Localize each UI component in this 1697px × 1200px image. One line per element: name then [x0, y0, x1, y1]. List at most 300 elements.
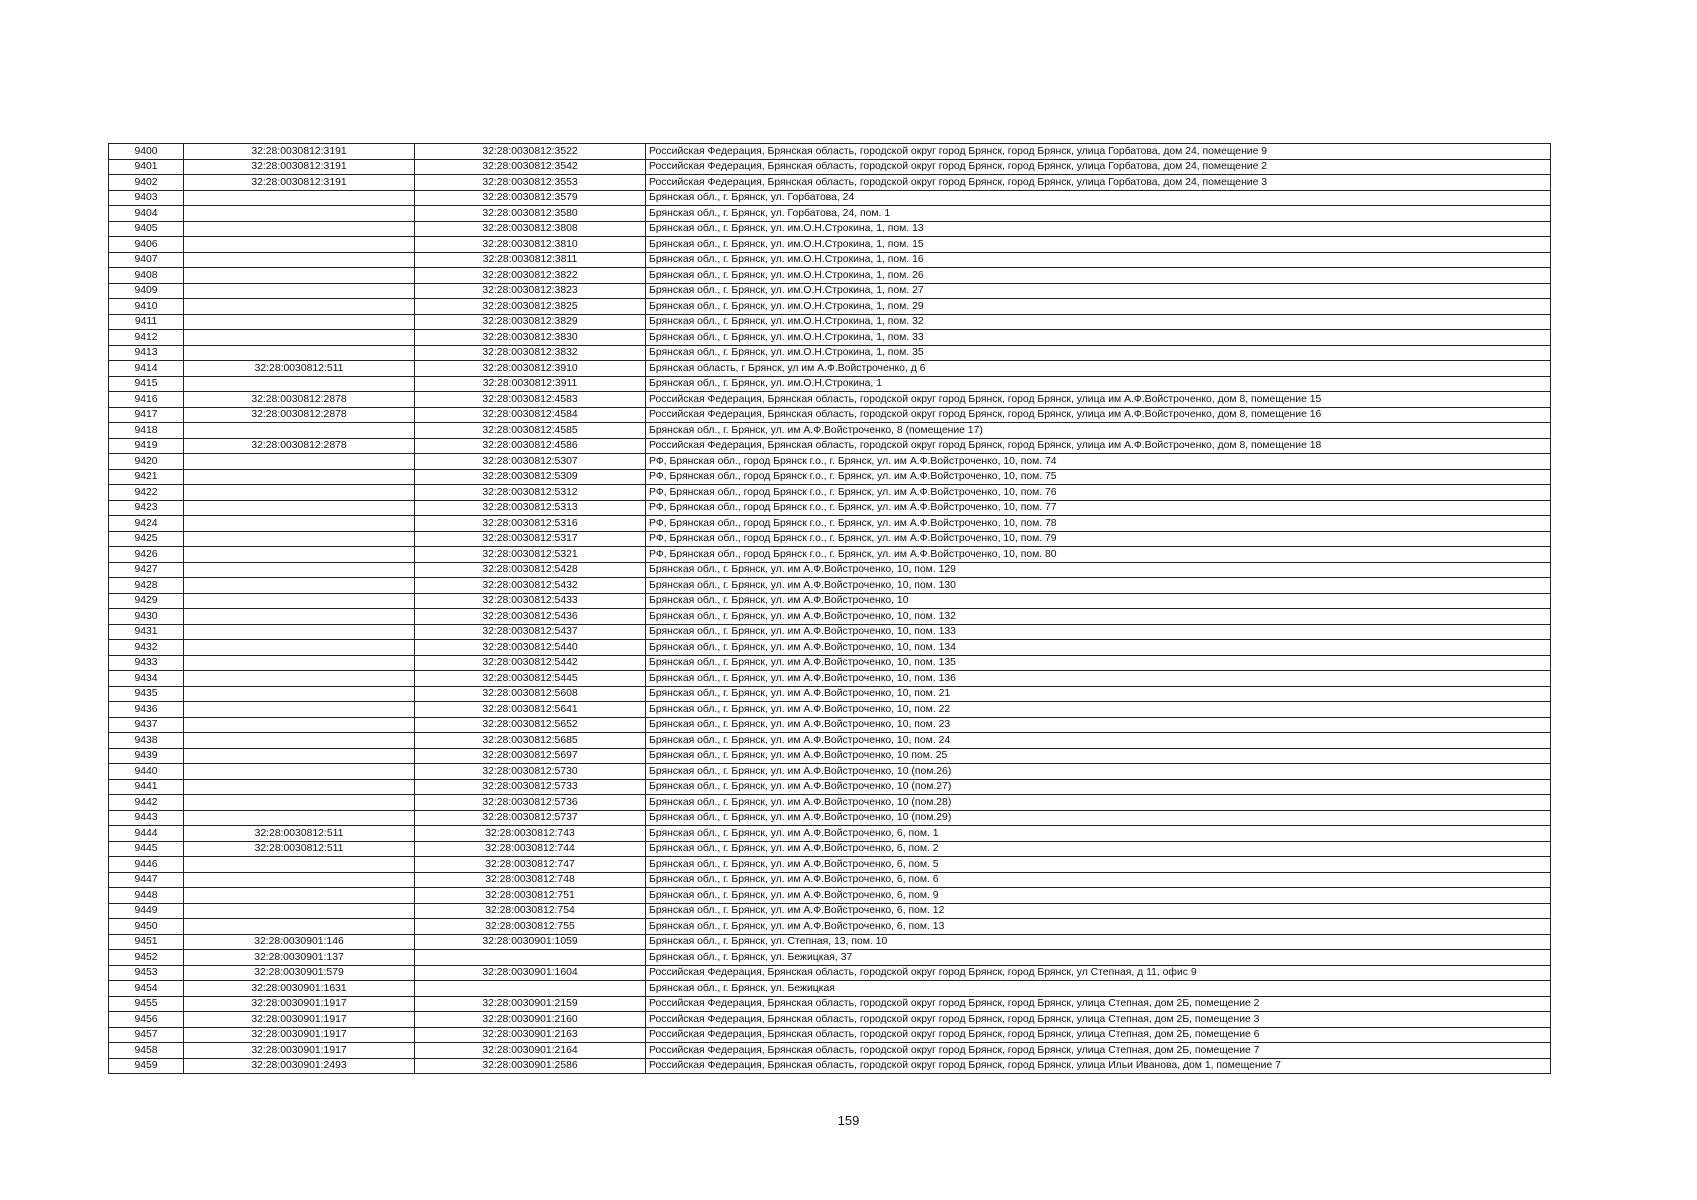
parent-cadastral-number-cell [184, 810, 415, 826]
table-row [109, 252, 1551, 268]
registry-table [108, 143, 1551, 1074]
cadastral-number-cell: 32:28:0030812:744 [415, 841, 646, 857]
table-row [109, 175, 1551, 191]
address-cell: Брянская обл., г. Брянск, ул. Бежицкая, 37 [646, 950, 1551, 966]
table-row [109, 469, 1551, 485]
address-cell: Брянская обл., г. Брянск, ул. им А.Ф.Войстроченко, 6, пом. 6 [646, 872, 1551, 888]
address-cell: Российская Федерация, Брянская область, городской округ город Брянск, город Брянск, улица им А.Ф.Войстроченко, дом 8, помещение 18 [646, 438, 1551, 454]
row-number-cell: 9436 [109, 702, 184, 718]
parent-cadastral-number-cell [184, 268, 415, 284]
row-number-cell: 9442 [109, 795, 184, 811]
parent-cadastral-number-cell [184, 671, 415, 687]
row-number-cell: 9423 [109, 500, 184, 516]
row-number-cell: 9404 [109, 206, 184, 222]
parent-cadastral-number-cell: 32:28:0030812:2878 [184, 438, 415, 454]
parent-cadastral-number-cell [184, 562, 415, 578]
row-number-cell: 9443 [109, 810, 184, 826]
cadastral-number-cell [415, 981, 646, 997]
address-cell: Российская Федерация, Брянская область, городской округ город Брянск, город Брянск, улица Степная, дом 2Б, помещение 2 [646, 996, 1551, 1012]
address-cell: РФ, Брянская обл., город Брянск г.о., г. Брянск, ул. им А.Ф.Войстроченко, 10, пом. 75 [646, 469, 1551, 485]
cadastral-number-cell: 32:28:0030812:3811 [415, 252, 646, 268]
row-number-cell: 9456 [109, 1012, 184, 1028]
table-row [109, 826, 1551, 842]
cadastral-number-cell: 32:28:0030812:3542 [415, 159, 646, 175]
table-row [109, 268, 1551, 284]
row-number-cell: 9418 [109, 423, 184, 439]
address-cell: Брянская обл., г. Брянск, ул. Бежицкая [646, 981, 1551, 997]
row-number-cell: 9446 [109, 857, 184, 873]
address-cell: Брянская обл., г. Брянск, ул. им А.Ф.Войстроченко, 10, пом. 24 [646, 733, 1551, 749]
table-row [109, 609, 1551, 625]
registry-table-body [109, 144, 1551, 1074]
table-row [109, 950, 1551, 966]
address-cell: Брянская обл., г. Брянск, ул. им А.Ф.Войстроченко, 10 (пом.28) [646, 795, 1551, 811]
address-cell: Российская Федерация, Брянская область, городской округ город Брянск, город Брянск, улица Горбатова, дом 24, помещение 3 [646, 175, 1551, 191]
row-number-cell: 9445 [109, 841, 184, 857]
row-number-cell: 9419 [109, 438, 184, 454]
table-row [109, 1027, 1551, 1043]
row-number-cell: 9407 [109, 252, 184, 268]
address-cell: РФ, Брянская обл., город Брянск г.о., г. Брянск, ул. им А.Ф.Войстроченко, 10, пом. 77 [646, 500, 1551, 516]
parent-cadastral-number-cell [184, 330, 415, 346]
table-row [109, 221, 1551, 237]
row-number-cell: 9455 [109, 996, 184, 1012]
address-cell: Брянская обл., г. Брянск, ул. им А.Ф.Войстроченко, 8 (помещение 17) [646, 423, 1551, 439]
address-cell: Брянская обл., г. Брянск, ул. им.О.Н.Строкина, 1, пом. 16 [646, 252, 1551, 268]
table-row [109, 593, 1551, 609]
address-cell: Брянская обл., г. Брянск, ул. им.О.Н.Строкина, 1, пом. 26 [646, 268, 1551, 284]
cadastral-number-cell: 32:28:0030812:743 [415, 826, 646, 842]
table-row [109, 314, 1551, 330]
address-cell: Брянская обл., г. Брянск, ул. им А.Ф.Войстроченко, 10, пом. 21 [646, 686, 1551, 702]
row-number-cell: 9421 [109, 469, 184, 485]
address-cell: Российская Федерация, Брянская область, городской округ город Брянск, город Брянск, улица Степная, дом 2Б, помещение 6 [646, 1027, 1551, 1043]
table-row [109, 888, 1551, 904]
cadastral-number-cell: 32:28:0030901:2163 [415, 1027, 646, 1043]
row-number-cell: 9415 [109, 376, 184, 392]
table-row [109, 733, 1551, 749]
address-cell: Российская Федерация, Брянская область, городской округ город Брянск, город Брянск, ул Степная, д 11, офис 9 [646, 965, 1551, 981]
table-row [109, 981, 1551, 997]
cadastral-number-cell: 32:28:0030812:3910 [415, 361, 646, 377]
cadastral-number-cell: 32:28:0030812:5736 [415, 795, 646, 811]
parent-cadastral-number-cell: 32:28:0030901:1631 [184, 981, 415, 997]
cadastral-number-cell: 32:28:0030812:5442 [415, 655, 646, 671]
address-cell: Брянская обл., г. Брянск, ул. им А.Ф.Войстроченко, 6, пом. 9 [646, 888, 1551, 904]
parent-cadastral-number-cell [184, 516, 415, 532]
parent-cadastral-number-cell [184, 500, 415, 516]
row-number-cell: 9457 [109, 1027, 184, 1043]
address-cell: Брянская обл., г. Брянск, ул. им А.Ф.Войстроченко, 10, пом. 135 [646, 655, 1551, 671]
address-cell: Брянская обл., г. Брянск, ул. им А.Ф.Войстроченко, 10, пом. 129 [646, 562, 1551, 578]
address-cell: Российская Федерация, Брянская область, городской округ город Брянск, город Брянск, улица Степная, дом 2Б, помещение 3 [646, 1012, 1551, 1028]
table-row [109, 640, 1551, 656]
parent-cadastral-number-cell [184, 423, 415, 439]
table-row [109, 330, 1551, 346]
row-number-cell: 9412 [109, 330, 184, 346]
table-row [109, 516, 1551, 532]
parent-cadastral-number-cell: 32:28:0030901:146 [184, 934, 415, 950]
parent-cadastral-number-cell: 32:28:0030901:1917 [184, 996, 415, 1012]
row-number-cell: 9444 [109, 826, 184, 842]
parent-cadastral-number-cell [184, 888, 415, 904]
parent-cadastral-number-cell [184, 593, 415, 609]
address-cell: Брянская обл., г. Брянск, ул. им А.Ф.Войстроченко, 10 пом. 25 [646, 748, 1551, 764]
row-number-cell: 9413 [109, 345, 184, 361]
table-row [109, 1043, 1551, 1059]
row-number-cell: 9402 [109, 175, 184, 191]
table-row [109, 144, 1551, 160]
parent-cadastral-number-cell [184, 872, 415, 888]
cadastral-number-cell: 32:28:0030812:4586 [415, 438, 646, 454]
cadastral-number-cell: 32:28:0030812:3829 [415, 314, 646, 330]
row-number-cell: 9424 [109, 516, 184, 532]
row-number-cell: 9401 [109, 159, 184, 175]
address-cell: Брянская обл., г. Брянск, ул. им.О.Н.Строкина, 1, пом. 27 [646, 283, 1551, 299]
cadastral-number-cell: 32:28:0030901:2586 [415, 1058, 646, 1074]
parent-cadastral-number-cell [184, 221, 415, 237]
cadastral-number-cell: 32:28:0030812:5608 [415, 686, 646, 702]
cadastral-number-cell: 32:28:0030812:4584 [415, 407, 646, 423]
address-cell: Брянская обл., г. Брянск, ул. им А.Ф.Войстроченко, 10, пом. 136 [646, 671, 1551, 687]
row-number-cell: 9417 [109, 407, 184, 423]
cadastral-number-cell: 32:28:0030812:4583 [415, 392, 646, 408]
table-row [109, 841, 1551, 857]
table-row [109, 764, 1551, 780]
cadastral-number-cell: 32:28:0030901:2160 [415, 1012, 646, 1028]
row-number-cell: 9441 [109, 779, 184, 795]
table-row [109, 934, 1551, 950]
address-cell: Брянская обл., г. Брянск, ул. им А.Ф.Войстроченко, 10, пом. 132 [646, 609, 1551, 625]
address-cell: Брянская обл., г. Брянск, ул. им А.Ф.Войстроченко, 10, пом. 22 [646, 702, 1551, 718]
table-row [109, 438, 1551, 454]
parent-cadastral-number-cell [184, 903, 415, 919]
row-number-cell: 9422 [109, 485, 184, 501]
table-row [109, 159, 1551, 175]
table-row [109, 423, 1551, 439]
parent-cadastral-number-cell [184, 578, 415, 594]
cadastral-number-cell: 32:28:0030812:5445 [415, 671, 646, 687]
parent-cadastral-number-cell [184, 655, 415, 671]
address-cell: РФ, Брянская обл., город Брянск г.о., г. Брянск, ул. им А.Ф.Войстроченко, 10, пом. 74 [646, 454, 1551, 470]
table-row [109, 299, 1551, 315]
table-row [109, 407, 1551, 423]
row-number-cell: 9433 [109, 655, 184, 671]
table-row [109, 190, 1551, 206]
address-cell: Брянская обл., г. Брянск, ул. им А.Ф.Войстроченко, 10 (пом.29) [646, 810, 1551, 826]
cadastral-number-cell: 32:28:0030812:3808 [415, 221, 646, 237]
table-row [109, 624, 1551, 640]
table-row [109, 717, 1551, 733]
cadastral-number-cell: 32:28:0030812:755 [415, 919, 646, 935]
address-cell: Брянская обл., г. Брянск, ул. им.О.Н.Строкина, 1, пом. 13 [646, 221, 1551, 237]
table-row [109, 655, 1551, 671]
address-cell: РФ, Брянская обл., город Брянск г.о., г. Брянск, ул. им А.Ф.Войстроченко, 10, пом. 79 [646, 531, 1551, 547]
row-number-cell: 9411 [109, 314, 184, 330]
cadastral-number-cell: 32:28:0030812:5321 [415, 547, 646, 563]
cadastral-number-cell: 32:28:0030812:5313 [415, 500, 646, 516]
cadastral-number-cell: 32:28:0030812:747 [415, 857, 646, 873]
row-number-cell: 9425 [109, 531, 184, 547]
address-cell: Брянская обл., г. Брянск, ул. им.О.Н.Строкина, 1 [646, 376, 1551, 392]
parent-cadastral-number-cell: 32:28:0030812:2878 [184, 407, 415, 423]
table-row [109, 392, 1551, 408]
table-row [109, 485, 1551, 501]
row-number-cell: 9448 [109, 888, 184, 904]
address-cell: Брянская обл., г. Брянск, ул. им А.Ф.Войстроченко, 10, пом. 130 [646, 578, 1551, 594]
table-row [109, 500, 1551, 516]
table-row [109, 578, 1551, 594]
table-row [109, 376, 1551, 392]
parent-cadastral-number-cell: 32:28:0030812:511 [184, 361, 415, 377]
cadastral-number-cell: 32:28:0030812:5685 [415, 733, 646, 749]
parent-cadastral-number-cell: 32:28:0030901:137 [184, 950, 415, 966]
cadastral-number-cell: 32:28:0030812:5697 [415, 748, 646, 764]
parent-cadastral-number-cell [184, 376, 415, 392]
parent-cadastral-number-cell [184, 206, 415, 222]
parent-cadastral-number-cell: 32:28:0030812:3191 [184, 144, 415, 160]
parent-cadastral-number-cell [184, 299, 415, 315]
cadastral-number-cell: 32:28:0030812:5316 [415, 516, 646, 532]
cadastral-number-cell: 32:28:0030812:5737 [415, 810, 646, 826]
cadastral-number-cell: 32:28:0030901:1059 [415, 934, 646, 950]
cadastral-number-cell: 32:28:0030812:3579 [415, 190, 646, 206]
parent-cadastral-number-cell: 32:28:0030901:1917 [184, 1012, 415, 1028]
row-number-cell: 9440 [109, 764, 184, 780]
parent-cadastral-number-cell [184, 237, 415, 253]
row-number-cell: 9459 [109, 1058, 184, 1074]
address-cell: Брянская обл., г. Брянск, ул. им А.Ф.Войстроченко, 10 (пом.26) [646, 764, 1551, 780]
row-number-cell: 9408 [109, 268, 184, 284]
parent-cadastral-number-cell [184, 190, 415, 206]
address-cell: Брянская обл., г. Брянск, ул. им А.Ф.Войстроченко, 6, пом. 12 [646, 903, 1551, 919]
table-row [109, 795, 1551, 811]
cadastral-number-cell: 32:28:0030812:3832 [415, 345, 646, 361]
address-cell: Брянская обл., г. Брянск, ул. им.О.Н.Строкина, 1, пом. 15 [646, 237, 1551, 253]
parent-cadastral-number-cell [184, 686, 415, 702]
table-row [109, 562, 1551, 578]
address-cell: РФ, Брянская обл., город Брянск г.о., г. Брянск, ул. им А.Ф.Войстроченко, 10, пом. 78 [646, 516, 1551, 532]
row-number-cell: 9438 [109, 733, 184, 749]
row-number-cell: 9406 [109, 237, 184, 253]
parent-cadastral-number-cell [184, 314, 415, 330]
parent-cadastral-number-cell [184, 547, 415, 563]
table-row [109, 345, 1551, 361]
cadastral-number-cell: 32:28:0030901:1604 [415, 965, 646, 981]
parent-cadastral-number-cell [184, 702, 415, 718]
address-cell: Брянская обл., г. Брянск, ул. им.О.Н.Строкина, 1, пом. 29 [646, 299, 1551, 315]
cadastral-number-cell: 32:28:0030901:2164 [415, 1043, 646, 1059]
table-row [109, 919, 1551, 935]
row-number-cell: 9426 [109, 547, 184, 563]
parent-cadastral-number-cell: 32:28:0030901:579 [184, 965, 415, 981]
address-cell: Российская Федерация, Брянская область, городской округ город Брянск, город Брянск, улица Горбатова, дом 24, помещение 9 [646, 144, 1551, 160]
address-cell: Брянская обл., г. Брянск, ул. им А.Ф.Войстроченко, 10, пом. 133 [646, 624, 1551, 640]
cadastral-number-cell: 32:28:0030812:3810 [415, 237, 646, 253]
cadastral-number-cell: 32:28:0030812:3522 [415, 144, 646, 160]
parent-cadastral-number-cell: 32:28:0030812:3191 [184, 159, 415, 175]
cadastral-number-cell: 32:28:0030812:5437 [415, 624, 646, 640]
table-row [109, 283, 1551, 299]
parent-cadastral-number-cell: 32:28:0030812:3191 [184, 175, 415, 191]
row-number-cell: 9437 [109, 717, 184, 733]
row-number-cell: 9434 [109, 671, 184, 687]
cadastral-number-cell: 32:28:0030812:3580 [415, 206, 646, 222]
row-number-cell: 9410 [109, 299, 184, 315]
parent-cadastral-number-cell: 32:28:0030901:1917 [184, 1043, 415, 1059]
row-number-cell: 9416 [109, 392, 184, 408]
address-cell: Брянская обл., г. Брянск, ул. им.О.Н.Строкина, 1, пом. 33 [646, 330, 1551, 346]
row-number-cell: 9458 [109, 1043, 184, 1059]
cadastral-number-cell: 32:28:0030812:754 [415, 903, 646, 919]
parent-cadastral-number-cell [184, 795, 415, 811]
table-row [109, 547, 1551, 563]
cadastral-number-cell: 32:28:0030812:5317 [415, 531, 646, 547]
cadastral-number-cell: 32:28:0030812:3823 [415, 283, 646, 299]
table-row [109, 965, 1551, 981]
row-number-cell: 9432 [109, 640, 184, 656]
row-number-cell: 9409 [109, 283, 184, 299]
row-number-cell: 9420 [109, 454, 184, 470]
address-cell: Российская Федерация, Брянская область, городской округ город Брянск, город Брянск, улица Ильи Иванова, дом 1, помещение 7 [646, 1058, 1551, 1074]
cadastral-number-cell: 32:28:0030812:3825 [415, 299, 646, 315]
address-cell: Российская Федерация, Брянская область, городской округ город Брянск, город Брянск, улица Горбатова, дом 24, помещение 2 [646, 159, 1551, 175]
row-number-cell: 9431 [109, 624, 184, 640]
address-cell: Брянская обл., г. Брянск, ул. Горбатова, 24 [646, 190, 1551, 206]
table-row [109, 237, 1551, 253]
address-cell: Российская Федерация, Брянская область, городской округ город Брянск, город Брянск, улица им А.Ф.Войстроченко, дом 8, помещение 15 [646, 392, 1551, 408]
table-row [109, 1012, 1551, 1028]
parent-cadastral-number-cell [184, 779, 415, 795]
row-number-cell: 9450 [109, 919, 184, 935]
cadastral-number-cell: 32:28:0030812:5312 [415, 485, 646, 501]
parent-cadastral-number-cell [184, 485, 415, 501]
address-cell: Брянская обл., г. Брянск, ул. им А.Ф.Войстроченко, 6, пом. 5 [646, 857, 1551, 873]
address-cell: Брянская обл., г. Брянск, ул. им.О.Н.Строкина, 1, пом. 32 [646, 314, 1551, 330]
parent-cadastral-number-cell [184, 733, 415, 749]
table-row [109, 361, 1551, 377]
row-number-cell: 9400 [109, 144, 184, 160]
parent-cadastral-number-cell [184, 454, 415, 470]
parent-cadastral-number-cell [184, 609, 415, 625]
table-row [109, 857, 1551, 873]
cadastral-number-cell: 32:28:0030812:5433 [415, 593, 646, 609]
cadastral-number-cell: 32:28:0030812:3553 [415, 175, 646, 191]
parent-cadastral-number-cell: 32:28:0030812:2878 [184, 392, 415, 408]
cadastral-number-cell [415, 950, 646, 966]
cadastral-number-cell: 32:28:0030812:4585 [415, 423, 646, 439]
address-cell: Российская Федерация, Брянская область, городской округ город Брянск, город Брянск, улица Степная, дом 2Б, помещение 7 [646, 1043, 1551, 1059]
cadastral-number-cell: 32:28:0030812:5730 [415, 764, 646, 780]
address-cell: Брянская обл., г. Брянск, ул. им А.Ф.Войстроченко, 10, пом. 23 [646, 717, 1551, 733]
row-number-cell: 9429 [109, 593, 184, 609]
row-number-cell: 9453 [109, 965, 184, 981]
row-number-cell: 9414 [109, 361, 184, 377]
address-cell: Брянская область, г Брянск, ул им А.Ф.Войстроченко, д 6 [646, 361, 1551, 377]
parent-cadastral-number-cell [184, 919, 415, 935]
table-row [109, 702, 1551, 718]
row-number-cell: 9430 [109, 609, 184, 625]
parent-cadastral-number-cell [184, 283, 415, 299]
row-number-cell: 9403 [109, 190, 184, 206]
parent-cadastral-number-cell [184, 640, 415, 656]
row-number-cell: 9428 [109, 578, 184, 594]
parent-cadastral-number-cell [184, 624, 415, 640]
address-cell: Брянская обл., г. Брянск, ул. им А.Ф.Войстроченко, 10 [646, 593, 1551, 609]
address-cell: РФ, Брянская обл., город Брянск г.о., г. Брянск, ул. им А.Ф.Войстроченко, 10, пом. 76 [646, 485, 1551, 501]
address-cell: Российская Федерация, Брянская область, городской округ город Брянск, город Брянск, улица им А.Ф.Войстроченко, дом 8, помещение 16 [646, 407, 1551, 423]
address-cell: Брянская обл., г. Брянск, ул. им А.Ф.Войстроченко, 6, пом. 13 [646, 919, 1551, 935]
parent-cadastral-number-cell [184, 857, 415, 873]
cadastral-number-cell: 32:28:0030812:5428 [415, 562, 646, 578]
cadastral-number-cell: 32:28:0030812:5307 [415, 454, 646, 470]
table-row [109, 903, 1551, 919]
row-number-cell: 9454 [109, 981, 184, 997]
table-row [109, 872, 1551, 888]
address-cell: Брянская обл., г. Брянск, ул. им.О.Н.Строкина, 1, пом. 35 [646, 345, 1551, 361]
table-row [109, 779, 1551, 795]
cadastral-number-cell: 32:28:0030812:5733 [415, 779, 646, 795]
table-row [109, 1058, 1551, 1074]
address-cell: Брянская обл., г. Брянск, ул. Горбатова, 24, пом. 1 [646, 206, 1551, 222]
page-number: 159 [837, 1113, 860, 1128]
cadastral-number-cell: 32:28:0030812:751 [415, 888, 646, 904]
row-number-cell: 9452 [109, 950, 184, 966]
parent-cadastral-number-cell [184, 717, 415, 733]
row-number-cell: 9405 [109, 221, 184, 237]
cadastral-number-cell: 32:28:0030812:5641 [415, 702, 646, 718]
row-number-cell: 9435 [109, 686, 184, 702]
address-cell: Брянская обл., г. Брянск, ул. им А.Ф.Войстроченко, 10, пом. 134 [646, 640, 1551, 656]
address-cell: Брянская обл., г. Брянск, ул. им А.Ф.Войстроченко, 6, пом. 1 [646, 826, 1551, 842]
row-number-cell: 9451 [109, 934, 184, 950]
address-cell: Брянская обл., г. Брянск, ул. им А.Ф.Войстроченко, 10 (пом.27) [646, 779, 1551, 795]
cadastral-number-cell: 32:28:0030901:2159 [415, 996, 646, 1012]
table-row [109, 206, 1551, 222]
row-number-cell: 9427 [109, 562, 184, 578]
row-number-cell: 9449 [109, 903, 184, 919]
cadastral-number-cell: 32:28:0030812:5436 [415, 609, 646, 625]
cadastral-number-cell: 32:28:0030812:3911 [415, 376, 646, 392]
row-number-cell: 9447 [109, 872, 184, 888]
table-row [109, 996, 1551, 1012]
table-row [109, 531, 1551, 547]
parent-cadastral-number-cell [184, 764, 415, 780]
table-row [109, 686, 1551, 702]
parent-cadastral-number-cell: 32:28:0030812:511 [184, 841, 415, 857]
parent-cadastral-number-cell: 32:28:0030901:2493 [184, 1058, 415, 1074]
parent-cadastral-number-cell [184, 748, 415, 764]
parent-cadastral-number-cell: 32:28:0030812:511 [184, 826, 415, 842]
cadastral-number-cell: 32:28:0030812:748 [415, 872, 646, 888]
parent-cadastral-number-cell [184, 252, 415, 268]
table-row [109, 810, 1551, 826]
cadastral-number-cell: 32:28:0030812:5432 [415, 578, 646, 594]
address-cell: РФ, Брянская обл., город Брянск г.о., г. Брянск, ул. им А.Ф.Войстроченко, 10, пом. 80 [646, 547, 1551, 563]
cadastral-number-cell: 32:28:0030812:3822 [415, 268, 646, 284]
parent-cadastral-number-cell [184, 345, 415, 361]
cadastral-number-cell: 32:28:0030812:5440 [415, 640, 646, 656]
table-row [109, 748, 1551, 764]
cadastral-number-cell: 32:28:0030812:5652 [415, 717, 646, 733]
address-cell: Брянская обл., г. Брянск, ул. им А.Ф.Войстроченко, 6, пом. 2 [646, 841, 1551, 857]
cadastral-number-cell: 32:28:0030812:3830 [415, 330, 646, 346]
table-row [109, 671, 1551, 687]
address-cell: Брянская обл., г. Брянск, ул. Степная, 13, пом. 10 [646, 934, 1551, 950]
cadastral-number-cell: 32:28:0030812:5309 [415, 469, 646, 485]
parent-cadastral-number-cell: 32:28:0030901:1917 [184, 1027, 415, 1043]
parent-cadastral-number-cell [184, 469, 415, 485]
